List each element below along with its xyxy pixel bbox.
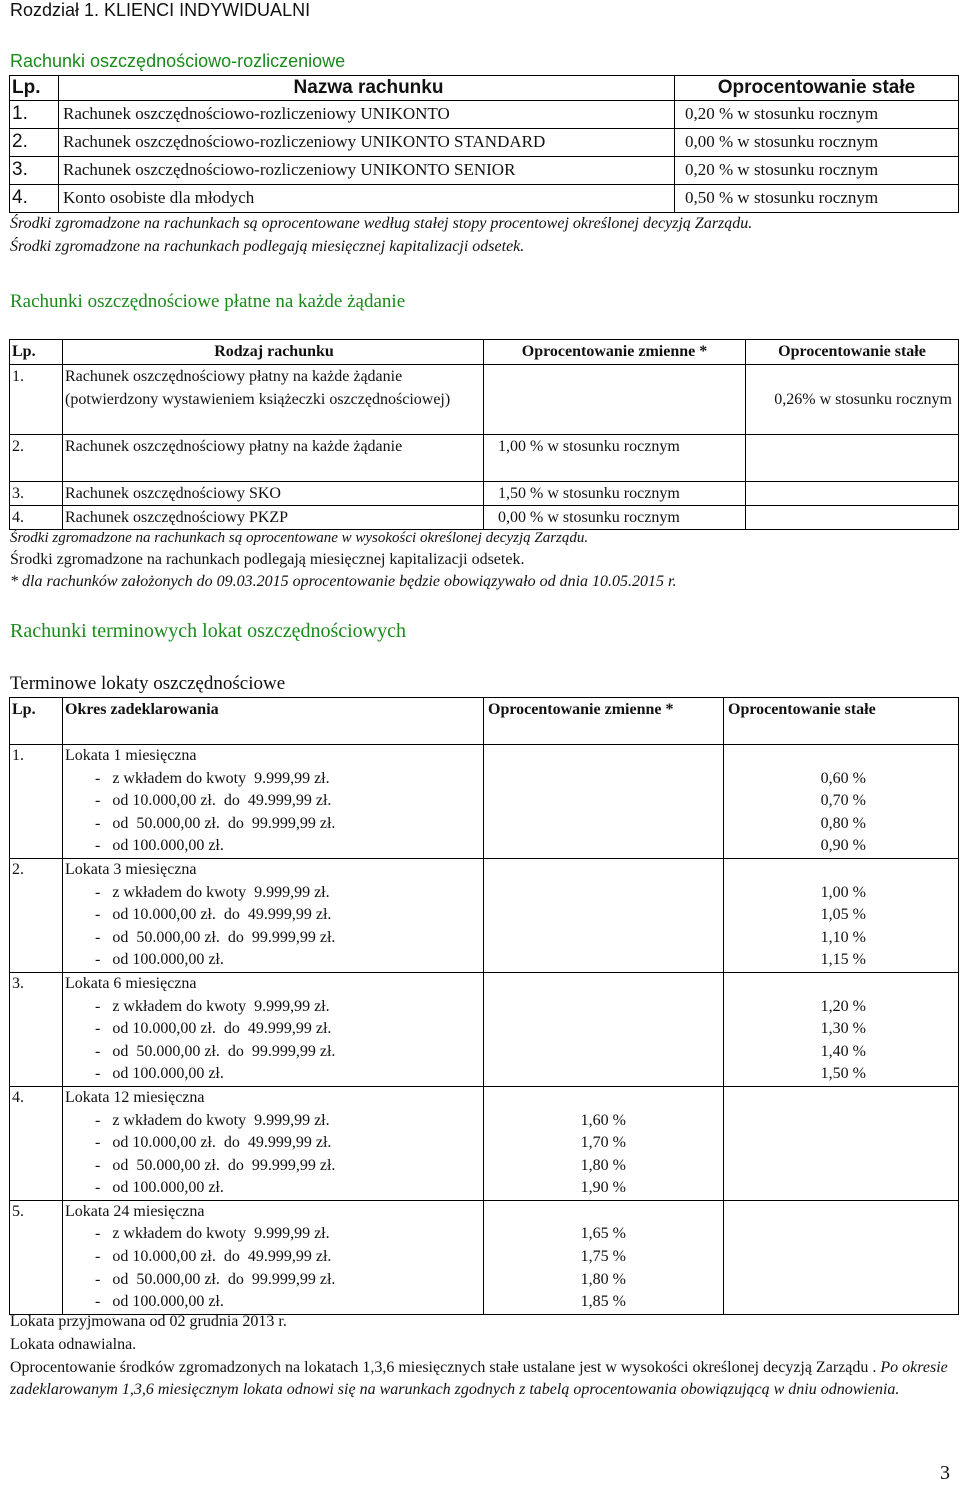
deposit-amount-range: - od 10.000,00 zł. do 49.999,99 zł. — [95, 906, 332, 924]
row-variable: 1,50 % w stosunku rocznym — [484, 482, 746, 506]
row-lp: 3. — [10, 482, 63, 506]
deposit-name: Lokata 6 miesięczna — [65, 974, 197, 992]
deposit-amount-range: - od 100.000,00 zł. — [95, 951, 224, 969]
deposit-fixed-rate — [728, 1155, 958, 1178]
deposit-variable-rate: 1,80 % — [580, 1270, 626, 1288]
header-rate: Oprocentowanie stałe — [675, 76, 959, 101]
deposit-variable-rate — [488, 904, 723, 927]
deposit-variable-rate — [488, 835, 723, 858]
deposit-name: Lokata 24 miesięczna — [65, 1202, 205, 1220]
header-name: Nazwa rachunku — [59, 76, 675, 101]
footer-interest-note — [10, 1357, 955, 1401]
deposit-fixed-rate — [728, 1223, 958, 1246]
table-header-row — [10, 698, 959, 745]
deposit-row — [10, 1086, 959, 1200]
row-name: Rachunek oszczędnościowo-rozliczeniowy UNIKONTO — [59, 101, 675, 129]
header-type: Rodzaj rachunku — [63, 340, 484, 365]
table-row — [10, 506, 959, 530]
table-row — [10, 157, 959, 185]
deposit-fixed-rates — [724, 858, 959, 972]
table-row — [10, 482, 959, 506]
footer-start-date: Lokata przyjmowana od 02 grudnia 2013 r. — [10, 1313, 287, 1330]
deposit-fixed-rates — [724, 1200, 959, 1314]
header-fixed: Oprocentowanie stałe — [724, 698, 959, 745]
deposit-fixed-rate — [728, 1110, 958, 1133]
deposit-fixed-rate — [728, 1177, 958, 1200]
row-name: Rachunek oszczędnościowy SKO — [63, 482, 484, 506]
deposit-row — [10, 858, 959, 972]
section3-subtitle: Terminowe lokaty oszczędnościowe — [10, 673, 286, 694]
deposit-variable-rate: 1,60 % — [580, 1111, 626, 1129]
deposit-variable-rates — [484, 972, 724, 1086]
row-fixed — [746, 506, 959, 530]
deposit-amount-range: - od 100.000,00 zł. — [95, 1293, 224, 1311]
deposit-variable-rate — [488, 813, 723, 836]
row-name: Rachunek oszczędnościowy PKZP — [63, 506, 484, 530]
table-row — [10, 101, 959, 129]
row-variable: 1,00 % w stosunku rocznym — [484, 435, 746, 482]
row-name: Rachunek oszczędnościowy płatny na każde żądanie — [63, 435, 484, 482]
deposit-amount-range: - z wkładem do kwoty 9.999,99 zł. — [95, 769, 330, 787]
deposit-amount-range: - z wkładem do kwoty 9.999,99 zł. — [95, 883, 330, 901]
section3-title: Rachunki terminowych lokat oszczędnościowych — [10, 620, 406, 642]
header-lp: Lp. — [10, 698, 63, 745]
deposit-amount-range: - od 100.000,00 zł. — [95, 1179, 224, 1197]
deposit-lp: 1. — [10, 745, 63, 859]
deposit-variable-rate: 1,65 % — [580, 1225, 626, 1243]
footer-renewable: Lokata odnawialna. — [10, 1336, 137, 1353]
deposit-variable-rates — [484, 858, 724, 972]
deposit-fixed-rate: 0,70 % — [820, 792, 866, 810]
deposit-variable-rate — [488, 949, 723, 972]
deposit-variable-rates — [484, 745, 724, 859]
row-variable — [484, 365, 746, 435]
row-lp: 2. — [10, 435, 63, 482]
section2-note3: * dla rachunków założonych do 09.03.2015 oprocentowanie będzie obowiązywało od dnia 10.05.2015 r. — [10, 573, 677, 590]
table-row — [10, 365, 959, 435]
row-rate: 0,20 % w stosunku rocznym — [675, 157, 959, 185]
deposit-fixed-rates — [724, 1086, 959, 1200]
row-name: Konto osobiste dla młodych — [59, 185, 675, 213]
deposit-variable-rate — [488, 882, 723, 905]
deposit-amount-range: - od 50.000,00 zł. do 99.999,99 zł. — [95, 1270, 336, 1288]
row-lp: 1. — [10, 365, 63, 435]
section2-note2: Środki zgromadzone na rachunkach podlegają miesięcznej kapitalizacji odsetek. — [10, 551, 525, 568]
deposit-variable-rate — [488, 790, 723, 813]
section1-title: Rachunki oszczędnościowo-rozliczeniowe — [10, 51, 346, 71]
row-name: Rachunek oszczędnościowo-rozliczeniowy UNIKONTO STANDARD — [59, 129, 675, 157]
deposit-fixed-rate — [728, 1291, 958, 1314]
deposit-amount-range: - z wkładem do kwoty 9.999,99 zł. — [95, 997, 330, 1015]
table-header-row — [10, 76, 959, 101]
deposit-lp: 2. — [10, 858, 63, 972]
deposit-variable-rate: 1,85 % — [580, 1293, 626, 1311]
deposit-amount-range: - od 50.000,00 zł. do 99.999,99 zł. — [95, 1156, 336, 1174]
deposit-period — [63, 1200, 484, 1314]
header-variable: Oprocentowanie zmienne * — [484, 340, 746, 365]
deposit-lp: 4. — [10, 1086, 63, 1200]
deposit-amount-range: - od 10.000,00 zł. do 49.999,99 zł. — [95, 1248, 332, 1266]
deposit-variable-rate: 1,70 % — [580, 1134, 626, 1152]
deposit-variable-rate — [488, 1041, 723, 1064]
deposit-variable-rate: 1,90 % — [580, 1179, 626, 1197]
section2-title: Rachunki oszczędnościowe płatne na każde żądanie — [10, 291, 406, 312]
page-number: 3 — [940, 1462, 950, 1484]
row-name: Rachunek oszczędnościowo-rozliczeniowy UNIKONTO SENIOR — [59, 157, 675, 185]
deposit-fixed-rate: 1,15 % — [820, 951, 866, 969]
row-name: Rachunek oszczędnościowy płatny na każde żądanie (potwierdzony wystawieniem książeczki oszczędnościowej) — [63, 365, 484, 435]
row-rate: 0,20 % w stosunku rocznym — [675, 101, 959, 129]
row-lp: 1. — [10, 101, 59, 129]
deposit-amount-range: - z wkładem do kwoty 9.999,99 zł. — [95, 1225, 330, 1243]
row-lp: 3. — [10, 157, 59, 185]
deposit-fixed-rate: 0,90 % — [820, 837, 866, 855]
table-row — [10, 129, 959, 157]
deposit-row — [10, 745, 959, 859]
deposit-amount-range: - od 100.000,00 zł. — [95, 1065, 224, 1083]
deposits-body — [10, 745, 959, 1315]
deposit-period — [63, 858, 484, 972]
table-row — [10, 185, 959, 213]
deposit-amount-range: - od 50.000,00 zł. do 99.999,99 zł. — [95, 1042, 336, 1060]
deposit-fixed-rate — [728, 1269, 958, 1292]
deposit-name: Lokata 1 miesięczna — [65, 747, 197, 764]
deposit-fixed-rate: 1,20 % — [820, 997, 866, 1015]
section1-note2: Środki zgromadzone na rachunkach podlegają miesięcznej kapitalizacji odsetek. — [10, 238, 525, 255]
deposit-fixed-rate: 1,10 % — [820, 928, 866, 946]
row-variable: 0,00 % w stosunku rocznym — [484, 506, 746, 530]
deposit-amount-range: - od 50.000,00 zł. do 99.999,99 zł. — [95, 814, 336, 832]
table-header-row — [10, 340, 959, 365]
term-deposits-table — [9, 697, 959, 1315]
row-lp: 2. — [10, 129, 59, 157]
deposit-fixed-rate: 0,60 % — [820, 769, 866, 787]
row-fixed — [746, 482, 959, 506]
table-row — [10, 435, 959, 482]
deposit-amount-range: - od 10.000,00 zł. do 49.999,99 zł. — [95, 1134, 332, 1152]
deposit-lp: 3. — [10, 972, 63, 1086]
savings-accounts-table — [9, 339, 959, 530]
deposit-fixed-rates — [724, 972, 959, 1086]
footer-interest-note-normal: Oprocentowanie środków zgromadzonych na lokatach 1,3,6 miesięcznych stałe ustalane jest w wysokości określonej decyzją Zarządu . — [10, 1359, 877, 1376]
current-accounts-table — [9, 75, 959, 213]
deposit-variable-rates — [484, 1086, 724, 1200]
deposit-fixed-rate: 0,80 % — [820, 814, 866, 832]
deposit-fixed-rate — [728, 1246, 958, 1269]
deposit-variable-rates — [484, 1200, 724, 1314]
deposit-period — [63, 1086, 484, 1200]
deposit-variable-rate: 1,80 % — [580, 1156, 626, 1174]
row-rate: 0,50 % w stosunku rocznym — [675, 185, 959, 213]
deposit-fixed-rate: 1,40 % — [820, 1042, 866, 1060]
deposit-row — [10, 972, 959, 1086]
deposit-name: Lokata 12 miesięczna — [65, 1088, 205, 1106]
deposit-amount-range: - z wkładem do kwoty 9.999,99 zł. — [95, 1111, 330, 1129]
header-lp: Lp. — [10, 340, 63, 365]
chapter-title: Rozdział 1. KLIENCI INDYWIDUALNI — [10, 0, 311, 20]
deposit-fixed-rate: 1,05 % — [820, 906, 866, 924]
deposit-variable-rate — [488, 1063, 723, 1086]
row-fixed — [746, 435, 959, 482]
deposit-lp: 5. — [10, 1200, 63, 1314]
header-lp: Lp. — [10, 76, 59, 101]
deposit-fixed-rate: 1,50 % — [820, 1065, 866, 1083]
header-period: Okres zadeklarowania — [63, 698, 484, 745]
row-lp: 4. — [10, 506, 63, 530]
deposit-amount-range: - od 50.000,00 zł. do 99.999,99 zł. — [95, 928, 336, 946]
deposit-name: Lokata 3 miesięczna — [65, 860, 197, 878]
deposit-variable-rate — [488, 768, 723, 791]
header-variable: Oprocentowanie zmienne * — [484, 698, 724, 745]
deposit-period — [63, 972, 484, 1086]
row-fixed: 0,26% w stosunku rocznym — [746, 365, 959, 435]
deposit-amount-range: - od 100.000,00 zł. — [95, 837, 224, 855]
section2-note1: Środki zgromadzone na rachunkach są oprocentowane w wysokości określonej decyzją Zarządu. — [10, 530, 589, 546]
footer-interest-note-italic: Po okresie zadeklarowanym 1,3,6 miesięcznym lokata odnowi się na warunkach zgodnych z tabelą oprocentowania obowiązującą w dniu odnowienia. — [10, 1359, 948, 1398]
section1-note1: Środki zgromadzone na rachunkach są oprocentowane według stałej stopy procentowej określonej decyzją Zarządu. — [10, 215, 753, 232]
deposit-variable-rate: 1,75 % — [580, 1248, 626, 1266]
deposit-amount-range: - od 10.000,00 zł. do 49.999,99 zł. — [95, 1020, 332, 1038]
row-rate: 0,00 % w stosunku rocznym — [675, 129, 959, 157]
deposit-fixed-rate: 1,00 % — [820, 883, 866, 901]
deposit-variable-rate — [488, 927, 723, 950]
deposit-fixed-rates — [724, 745, 959, 859]
deposit-fixed-rate — [728, 1132, 958, 1155]
deposit-variable-rate — [488, 1018, 723, 1041]
deposit-variable-rate — [488, 996, 723, 1019]
deposit-period — [63, 745, 484, 859]
deposit-row — [10, 1200, 959, 1314]
row-lp: 4. — [10, 185, 59, 213]
deposit-fixed-rate: 1,30 % — [820, 1020, 866, 1038]
header-fixed: Oprocentowanie stałe — [746, 340, 959, 365]
deposit-amount-range: - od 10.000,00 zł. do 49.999,99 zł. — [95, 792, 332, 810]
